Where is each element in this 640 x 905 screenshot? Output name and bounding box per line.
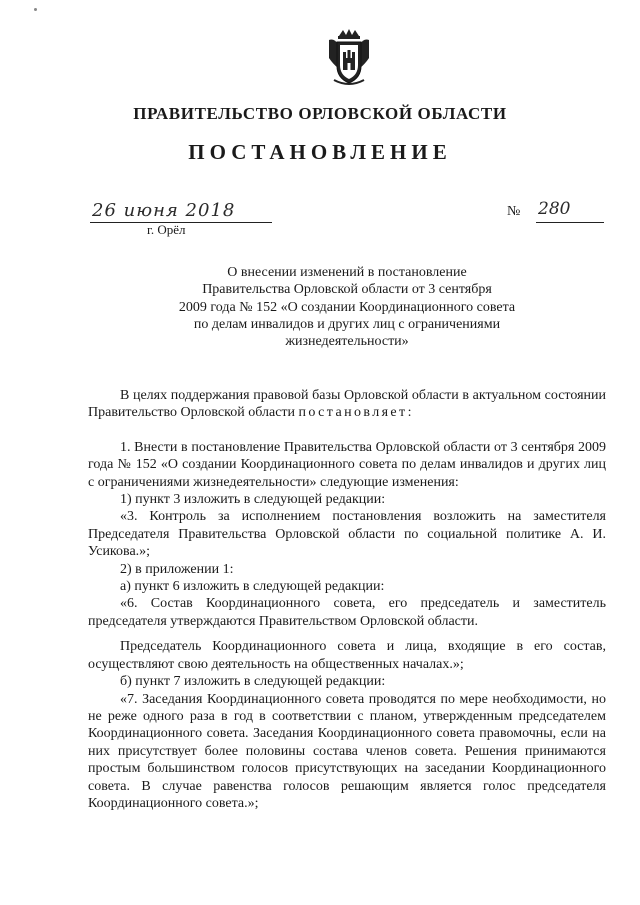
subject-line: О внесении изменений в постановление xyxy=(227,265,467,280)
document-subject xyxy=(120,264,574,350)
city-label: г. Орёл xyxy=(147,222,186,237)
resolves-verb: постановляет xyxy=(298,405,408,421)
handwritten-date: 26 июня 2018 xyxy=(92,200,236,221)
document-body xyxy=(88,387,606,812)
subject-line: Правительства Орловской области от 3 сентября xyxy=(202,282,492,298)
body-paragraph: б) пункт 7 изложить в следующей редакции: xyxy=(120,674,386,690)
subject-line: жизнедеятельности» xyxy=(285,334,409,350)
body-paragraph: а) пункт 6 изложить в следующей редакции: xyxy=(120,579,385,595)
government-title: ПРАВИТЕЛЬСТВО ОРЛОВСКОЙ ОБЛАСТИ xyxy=(133,104,507,123)
subject-line: 2009 года № 152 «О создании Координационного совета xyxy=(178,299,516,315)
body-paragraph: «6. Состав Координационного совета, его председатель и заместитель председателя утверждаются Правительством Орловской области. xyxy=(88,596,606,629)
body-paragraph: «7. Заседания Координационного совета проводятся по мере необходимости, но не реже одного раза в год в соответствии с планом, утвержденным председателем Координационного совета. Заседания Координационного совета правомочны, если на них присутствует более половины состава членов совета. Решения принимаются простым большинством голосов присутствующих на заседании Координационного совета. В случае равенства голосов решающим является голос председателя Координационного совета.»; xyxy=(88,691,606,811)
body-paragraph: 1) пункт 3 изложить в следующей редакции: xyxy=(120,492,386,508)
document-type-title: ПОСТАНОВЛЕНИЕ xyxy=(188,140,452,164)
coat-of-arms-icon xyxy=(326,28,372,86)
body-paragraph: Председатель Координационного совета и лица, входящие в его состав, осуществляют свою деятельность на общественных началах.»; xyxy=(88,639,606,672)
body-paragraph: «3. Контроль за исполнением постановления возложить на заместителя Председателя Правительства Орловской области по социальной политике А. И. Усикова.»; xyxy=(88,509,606,560)
body-paragraph: 2) в приложении 1: xyxy=(120,561,234,577)
intro-colon: : xyxy=(407,405,412,421)
number-label: № xyxy=(507,204,521,219)
intro-text: В целях поддержания правовой базы Орловской области в актуальном состоянии Правительство Орловской области xyxy=(88,388,606,421)
number-underline xyxy=(536,222,604,223)
body-paragraph: 1. Внести в постановление Правительства Орловской области от 3 сентября 2009 года № 152 «О создании Координационного совета по делам инвалидов и других лиц с ограничениями жизнедеятельности» следующие изменения: xyxy=(88,439,606,490)
scan-dot xyxy=(34,8,37,11)
subject-line: по делам инвалидов и других лиц с ограничениями xyxy=(193,316,501,332)
handwritten-number: 280 xyxy=(538,199,571,219)
intro-paragraph xyxy=(88,387,606,422)
